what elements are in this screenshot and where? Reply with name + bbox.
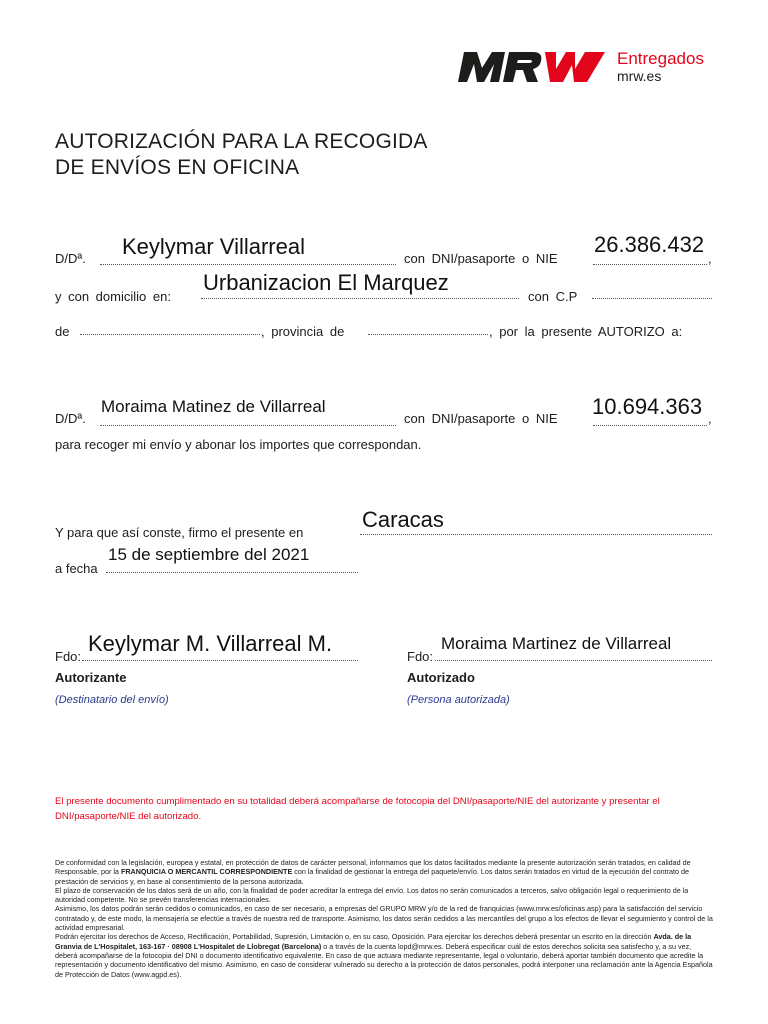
domicilio-field-line: [201, 298, 519, 299]
brand-tagline: Entregados: [617, 49, 704, 68]
autorizante-label: Autorizante: [55, 670, 127, 685]
provincia-label: , provincia de: [261, 324, 345, 339]
provincia-field-line: [368, 334, 488, 335]
legal-paragraph-1: [55, 858, 715, 886]
legal-p4-a: Podrán ejercitar los derechos de Acceso, Rectificación, Portabilidad, Supresión, Limitación o, en su caso, Oposición. Para ejercitar los derechos deberá presentar un escrito en la dirección: [55, 932, 654, 942]
brand-site: mrw.es: [617, 68, 662, 84]
red-notice: El presente documento cumplimentado en su totalidad deberá acompañarse de fotocopia del DNI/pasaporte/NIE del autorizante y presentar el DNI/pasaporte/NIE del autorizado.: [55, 796, 660, 822]
de-field-line: [80, 334, 260, 335]
name-field-line-1: [100, 264, 396, 265]
domicilio-value[interactable]: Urbanizacion El Marquez: [203, 270, 449, 295]
signature-line-right: [435, 660, 712, 661]
autorizado-note: (Persona autorizada): [407, 694, 510, 706]
cp-field-line: [592, 298, 712, 299]
de-label: de: [55, 324, 70, 339]
legal-p1-b: con la finalidad de gestionar la entrega del paquete/envío. Los datos serán tratados en virtud de la ejecución del contrato de prestación de servicios y, en base al consentimiento de la persona autorizada.: [55, 867, 690, 886]
domicilio-label: y con domicilio en:: [55, 289, 171, 304]
title-line-1: AUTORIZACIÓN PARA LA RECOGIDA: [55, 130, 428, 153]
legal-p1-a: De conformidad con la legislación, europea y estatal, en protección de datos de carácter personal, informamos que los datos facilitados mediante la presente autorización serán tratados, en calidad de Responsable, por la: [55, 858, 691, 877]
cp-label: con C.P: [528, 289, 578, 304]
authorized-dni-value[interactable]: 10.694.363: [592, 394, 703, 419]
fecha-value[interactable]: 15 de septiembre del 2021: [108, 545, 310, 564]
authorizer-dni-value[interactable]: 26.386.432: [594, 232, 705, 257]
legal-paragraph-3: Asimismo, los datos podrán serán cedidos o comunicados, en caso de ser necesario, a empresas del GRUPO MRW y/o de la red de franquicias (www.mrw.es/oficinas.asp) para la satisfacción del servicio contratado y, de este modo, la mensajería se efectúe a través de nuestra red de transporte. Asimismo, los datos serán cedidos a las mercantiles del grupo a los efectos de llevar el seguimiento y control de la actividad empresarial.: [55, 904, 713, 933]
dni-label-2: con DNI/pasaporte o NIE: [404, 411, 558, 426]
legal-p4-b: o a través de la cuenta lopd@mrw.es. Deberá especificar cuál de estos derechos solicita sea satisfecho y, a su vez, deberá acompañarse de la fotocopia del DNI o documento identificativo equivalente. En caso de que actuara mediante representante, legal o voluntario, deberá aportar también documento que acredite la representación y documento identificativo del mismo. Asimismo, en caso de considerar vulnerado su derecho a la protección de datos personales, podrá interponer una reclamación ante la Agencia Española de Protección de Datos (www.agpd.es).: [55, 941, 713, 979]
recoger-text: para recoger mi envío y abonar los importes que correspondan.: [55, 437, 422, 452]
name-field-line-2: [100, 425, 396, 426]
mrw-logo: [457, 52, 605, 82]
dd-label-2: D/Dª.: [55, 411, 86, 426]
autorizo-label: , por la presente AUTORIZO a:: [489, 324, 683, 339]
legal-p4-bold: Avda. de la Granvia de L'Hospitalet, 163-167 · 08908 L'Hospitalet de Llobregat (Barcelona): [55, 932, 692, 951]
autorizante-note: (Destinatario del envío): [55, 694, 169, 706]
fdo-label-right: Fdo:: [407, 649, 434, 664]
autorizado-label: Autorizado: [407, 670, 475, 685]
conste-label: Y para que así conste, firmo el presente en: [55, 525, 304, 540]
fecha-field-line: [106, 572, 358, 573]
legal-paragraph-2: El plazo de conservación de los datos será de un año, con la finalidad de poder acreditar la entrega del envío. Los datos no serán comunicados a terceros, salvo obligación legal o requerimiento de la autoridad competente. No se prevén transferencias internacionales.: [55, 885, 689, 905]
comma-1: ,: [708, 251, 712, 266]
authorized-signature-value[interactable]: Moraima Martinez de Villarreal: [441, 634, 672, 653]
document-title: [55, 129, 428, 181]
dni-field-line-1: [593, 264, 707, 265]
fecha-label: a fecha: [55, 561, 98, 576]
dni-field-line-2: [593, 425, 707, 426]
legal-paragraph-4: [55, 932, 715, 978]
signature-line-left: [82, 660, 358, 661]
dni-label-1: con DNI/pasaporte o NIE: [404, 251, 558, 266]
legal-p1-bold: FRANQUICIA O MERCANTIL CORRESPONDIENTE: [120, 867, 293, 877]
legal-text: [55, 858, 715, 979]
fdo-label-left: Fdo:: [55, 649, 82, 664]
authorizer-signature-value[interactable]: Keylymar M. Villarreal M.: [88, 631, 333, 656]
place-value[interactable]: Caracas: [362, 507, 444, 532]
comma-2: ,: [708, 411, 712, 426]
authorizer-name-value[interactable]: Keylymar Villarreal: [122, 234, 305, 259]
place-field-line: [360, 534, 712, 535]
title-line-2: DE ENVÍOS EN OFICINA: [55, 156, 300, 179]
authorized-name-value[interactable]: Moraima Matinez de Villarreal: [101, 397, 326, 416]
dd-label-1: D/Dª.: [55, 251, 86, 266]
